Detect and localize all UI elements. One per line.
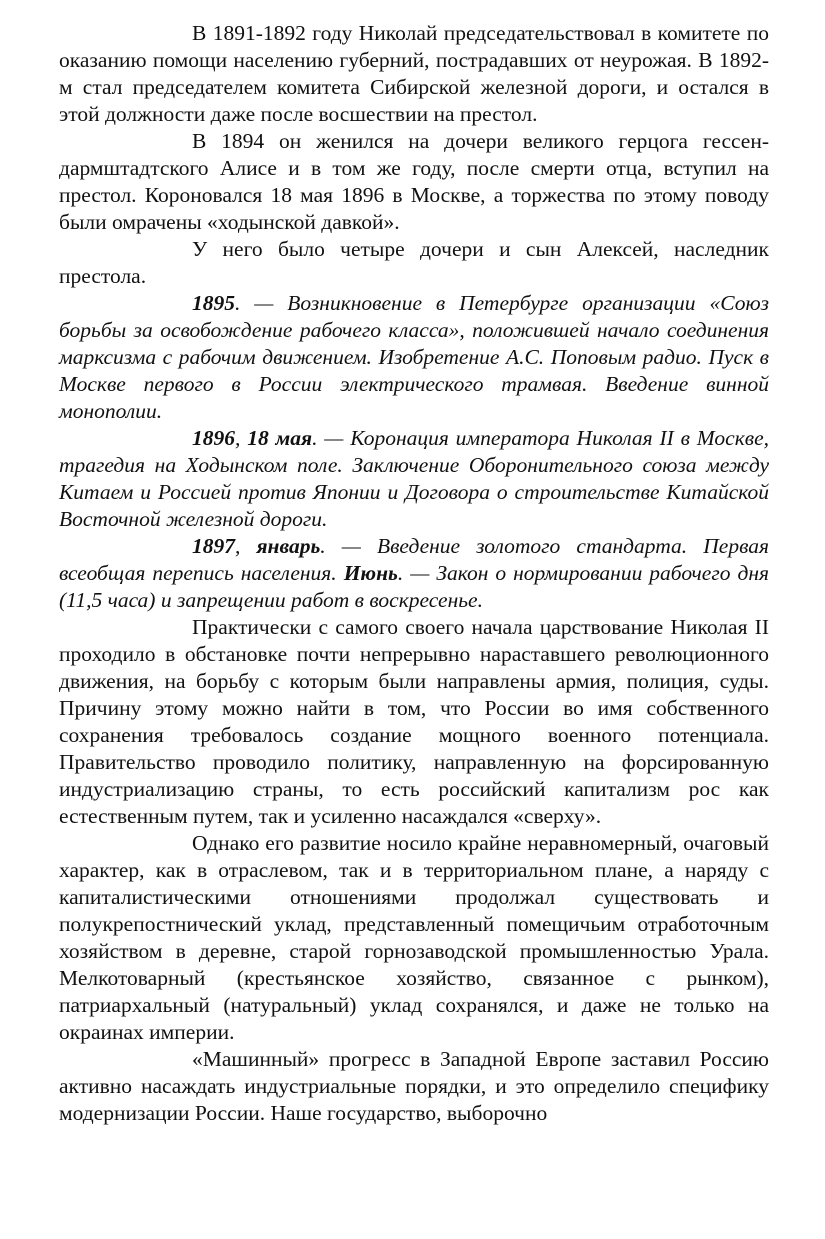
chronology-separator: , xyxy=(235,426,248,450)
paragraph-development xyxy=(59,830,769,1046)
chronology-year: 1897 xyxy=(192,534,235,558)
chronology-date-june: Июнь xyxy=(343,561,398,585)
paragraph-text: В 1894 он женился на дочери великого герцога гессен-дармштадтского Алисе и в том же году, после смерти отца, вступил на престол. Короновался 18 мая 1896 в Москве, а торжества по этому поводу были омрачены «ходынской давкой». xyxy=(59,129,769,234)
paragraph-machine-progress xyxy=(59,1046,769,1127)
chronology-text: . — Введение золотого стандарта. Первая всеобщая перепись населения. xyxy=(59,534,770,585)
chronology-separator: , xyxy=(235,534,257,558)
chronology-date: январь xyxy=(256,534,321,558)
paragraph-text: В 1891-1892 году Николай председательствовал в комитете по оказанию помощи населению губерний, пострадавших от неурожая. В 1892-м стал председателем комитета Сибирской железной дороги, и остался в этой должности даже после восшествии на престол. xyxy=(59,21,769,126)
chronology-date: 18 мая xyxy=(247,426,313,450)
chronology-1895 xyxy=(59,290,769,425)
paragraph-reign xyxy=(59,614,769,830)
chronology-1896 xyxy=(59,425,769,533)
chronology-year: 1895 xyxy=(192,291,235,315)
chronology-year: 1896 xyxy=(192,426,235,450)
chronology-text: . — Коронация императора Николая II в Москве, трагедия на Ходынском поле. Заключение Оборонительного союза между Китаем и Россией против Японии и Договора о строительстве Китайской Восточной железной дороги. xyxy=(59,426,769,531)
paragraph-text: «Машинный» прогресс в Западной Европе заставил Россию активно насаждать индустриальные порядки, и это определило специфику модернизации России. Наше государство, выборочно xyxy=(59,1047,769,1125)
document-page xyxy=(59,20,769,1127)
paragraph-1891 xyxy=(59,20,769,128)
chronology-text-june: . — Закон о нормировании рабочего дня (11,5 часа) и запрещении работ в воскресенье. xyxy=(59,561,769,612)
paragraph-text: У него было четыре дочери и сын Алексей, наследник престола. xyxy=(59,237,769,288)
paragraph-1894 xyxy=(59,128,769,236)
paragraph-children xyxy=(59,236,769,290)
paragraph-text: Практически с самого своего начала царствование Николая II проходило в обстановке почти непрерывно нараставшего революционного движения, на борьбу с которым были направлены армия, полиция, суды. Причину этому можно найти в том, что России во имя собственного сохранения требовалось создание мощного военного потенциала. Правительство проводило политику, направленную на форсированную индустриализацию страны, то есть российский капитализм рос как естественным путем, так и усиленно насаждался «сверху». xyxy=(59,615,769,828)
chronology-text: . — Возникновение в Петербурге организации «Союз борьбы за освобождение рабочего класса», положившей начало соединения марксизма с рабочим движением. Изобретение А.С. Поповым радио. Пуск в Москве первого в России электрического трамвая. Введение винной монополии. xyxy=(59,291,769,423)
paragraph-text: Однако его развитие носило крайне неравномерный, очаговый характер, как в отраслевом, так и в территориальном плане, а наряду с капиталистическими отношениями продолжал существовать и полукрепостнический уклад, представленный помещичьим отработочным хозяйством в деревне, старой горнозаводской промышленностью Урала. Мелкотоварный (крестьянское хозяйство, связанное с рынком), патриархальный (натуральный) уклад сохранялся, и даже не только на окраинах империи. xyxy=(59,831,769,1044)
chronology-1897 xyxy=(59,533,769,614)
